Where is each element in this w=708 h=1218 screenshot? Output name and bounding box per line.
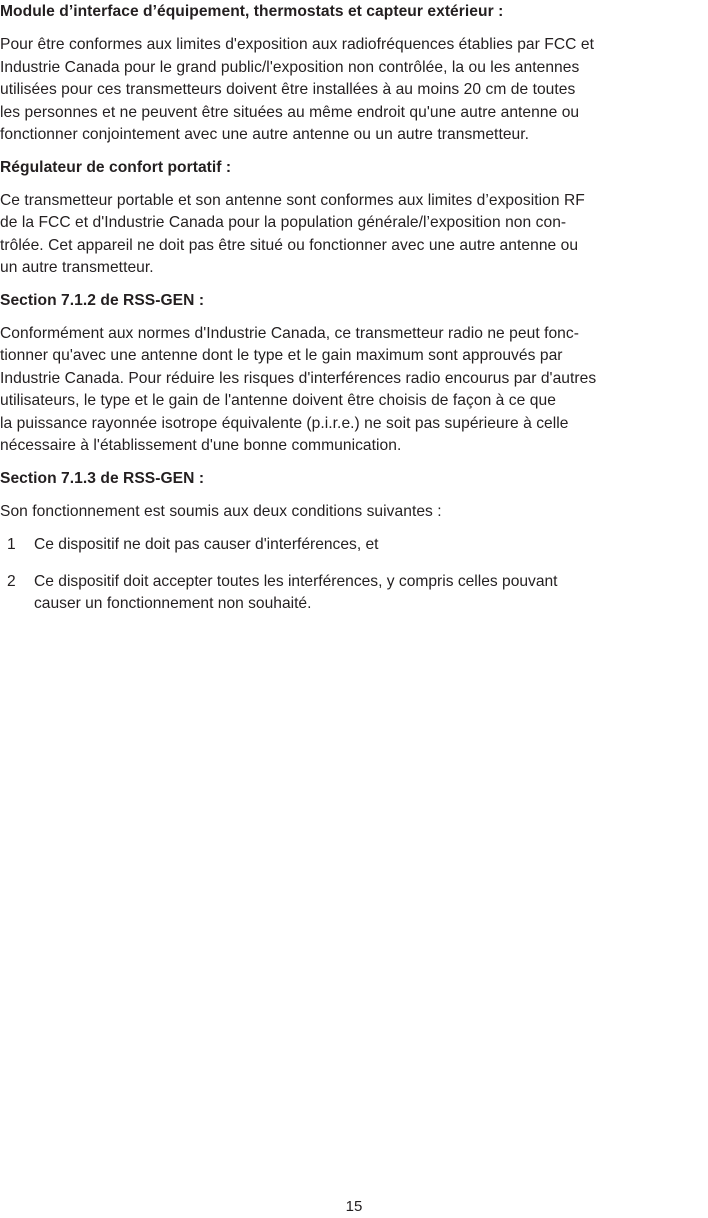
paragraph-line: utilisées pour ces transmetteurs doivent être installées à au moins 20 cm de toutes (0, 81, 576, 98)
paragraph-line: Pour être conformes aux limites d'exposition aux radiofréquences établies par FCC et (0, 36, 594, 53)
section-heading-rss-gen-7-1-2: Section 7.1.2 de RSS-GEN : (0, 291, 205, 309)
list-item-line: Ce dispositif doit accepter toutes les interférences, y compris celles pouvant (34, 572, 558, 590)
conditions-list (0, 534, 708, 616)
paragraph-line: un autre transmetteur. (0, 259, 154, 276)
section-heading-equipment-module: Module d’interface d’équipement, thermostats et capteur extérieur : (0, 3, 504, 20)
paragraph-line: Industrie Canada pour le grand public/l'exposition non contrôlée, la ou les antennes (0, 58, 580, 76)
paragraph-line: Industrie Canada. Pour réduire les risques d'interférences radio encourus par d'autres (0, 369, 597, 387)
section-heading-rss-gen-7-1-3: Section 7.1.3 de RSS-GEN : (0, 469, 205, 487)
list-item-line: causer un fonctionnement non souhaité. (34, 595, 312, 612)
section-paragraph-equipment-module (0, 34, 708, 147)
paragraph-line: la puissance rayonnée isotrope équivalente (p.i.r.e.) ne soit pas supérieure à celle (0, 414, 569, 432)
list-item-number: 2 (7, 572, 16, 590)
paragraph-line: de la FCC et d'Industrie Canada pour la population générale/l’exposition non con- (0, 214, 567, 231)
paragraph-line: Ce transmetteur portable et son antenne sont conformes aux limites d’exposition RF (0, 191, 585, 209)
section-paragraph-portable-regulator (0, 190, 708, 280)
paragraph-line: Son fonctionnement est soumis aux deux conditions suivantes : (0, 502, 442, 520)
paragraph-line: trôlée. Cet appareil ne doit pas être situé ou fonctionner avec une autre antenne ou (0, 236, 579, 254)
list-item (0, 534, 708, 557)
paragraph-line: tionner qu'avec une antenne dont le type et le gain maximum sont approuvés par (0, 347, 563, 364)
section-paragraph-rss-gen-7-1-2 (0, 323, 708, 458)
paragraph-line: utilisateurs, le type et le gain de l'antenne doivent être choisis de façon à ce que (0, 392, 556, 409)
paragraph-line: Conformément aux normes d'Industrie Canada, ce transmetteur radio ne peut fonc- (0, 324, 579, 342)
paragraph-line: nécessaire à l'établissement d'une bonne communication. (0, 437, 402, 454)
list-item-line: Ce dispositif ne doit pas causer d'interférences, et (34, 536, 379, 553)
list-item (0, 571, 708, 616)
list-item-number: 1 (7, 536, 16, 553)
paragraph-line: fonctionner conjointement avec une autre antenne ou un autre transmetteur. (0, 126, 530, 143)
page-number: 15 (345, 1198, 363, 1215)
paragraph-line: les personnes et ne peuvent être situées au même endroit qu'une autre antenne ou (0, 103, 580, 121)
section-heading-portable-regulator: Régulateur de confort portatif : (0, 158, 232, 176)
section-paragraph-rss-gen-7-1-3 (0, 501, 708, 524)
